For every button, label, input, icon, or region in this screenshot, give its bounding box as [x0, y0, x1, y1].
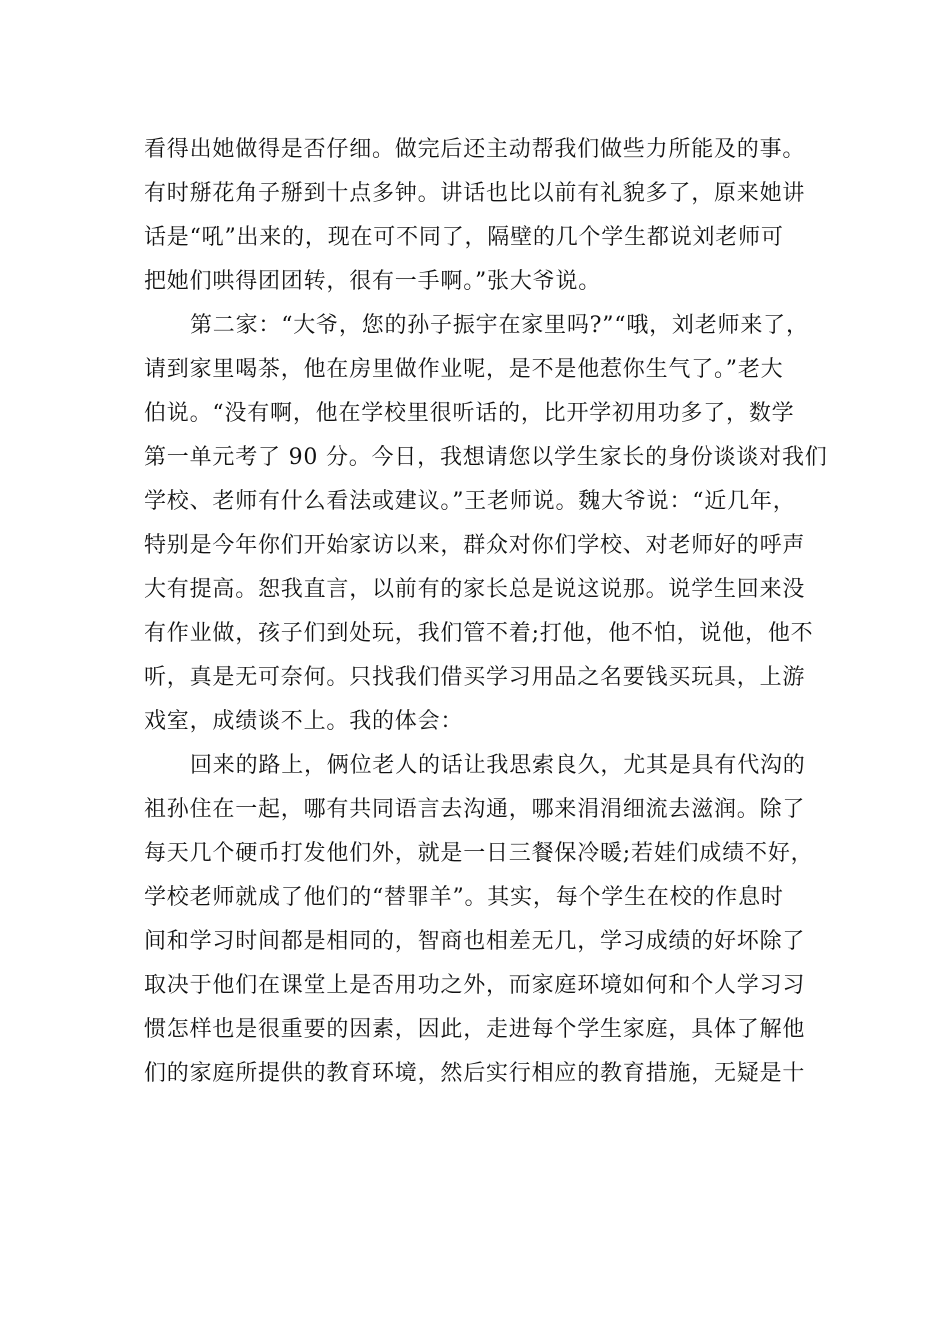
text-line: 请到家里喝茶，他在房里做作业呢，是不是他惹你生气了。”老大: [144, 357, 784, 382]
text-line: 话是“吼”出来的，现在可不同了，隔壁的几个学生都说刘老师可: [144, 225, 784, 250]
text-line: 学校老师就成了他们的“替罪羊”。其实，每个学生在校的作息时: [144, 885, 784, 910]
text-line: 戏室，成绩谈不上。我的体会：: [144, 709, 464, 734]
text-line: 祖孙住在一起，哪有共同语言去沟通，哪来涓涓细流去滋润。除了: [144, 797, 806, 822]
text-line: 有时掰花角子掰到十点多钟。讲话也比以前有礼貌多了，原来她讲: [144, 181, 806, 206]
text-line: 第一单元考了 90 分。今日，我想请您以学生家长的身份谈谈对我们: [144, 445, 828, 470]
text-line: 间和学习时间都是相同的，智商也相差无几，学习成绩的好坏除了: [144, 929, 806, 954]
text-line: 有作业做，孩子们到处玩，我们管不着;打他，他不怕，说他，他不: [144, 621, 814, 646]
text-line: 惯怎样也是很重要的因素，因此，走进每个学生家庭，具体了解他: [144, 1017, 806, 1042]
paragraph-start-line: 回来的路上，俩位老人的话让我思索良久，尤其是具有代沟的: [190, 753, 806, 778]
text-line: 看得出她做得是否仔细。做完后还主动帮我们做些力所能及的事。: [144, 137, 806, 162]
paragraph-start-line: 第二家：“大爷，您的孙子振宇在家里吗?”“哦，刘老师来了，: [190, 313, 809, 338]
text-line: 听，真是无可奈何。只找我们借买学习用品之名要钱买玩具，上游: [144, 665, 806, 690]
text-line: 伯说。“没有啊，他在学校里很听话的，比开学初用功多了，数学: [144, 401, 795, 426]
text-line: 每天几个硬币打发他们外，就是一日三餐保冷暖;若娃们成绩不好，: [144, 841, 814, 866]
text-line: 学校、老师有什么看法或建议。”王老师说。魏大爷说：“近几年，: [144, 489, 796, 514]
text-line: 们的家庭所提供的教育环境，然后实行相应的教育措施，无疑是十: [144, 1061, 806, 1086]
text-line: 大有提高。恕我直言，以前有的家长总是说这说那。说学生回来没: [144, 577, 806, 602]
text-line: 把她们哄得团团转，很有一手啊。”张大爷说。: [144, 269, 602, 294]
text-line: 取决于他们在课堂上是否用功之外，而家庭环境如何和个人学习习: [144, 973, 806, 998]
text-line: 特别是今年你们开始家访以来，群众对你们学校、对老师好的呼声: [144, 533, 806, 558]
body-text: [144, 128, 828, 1096]
